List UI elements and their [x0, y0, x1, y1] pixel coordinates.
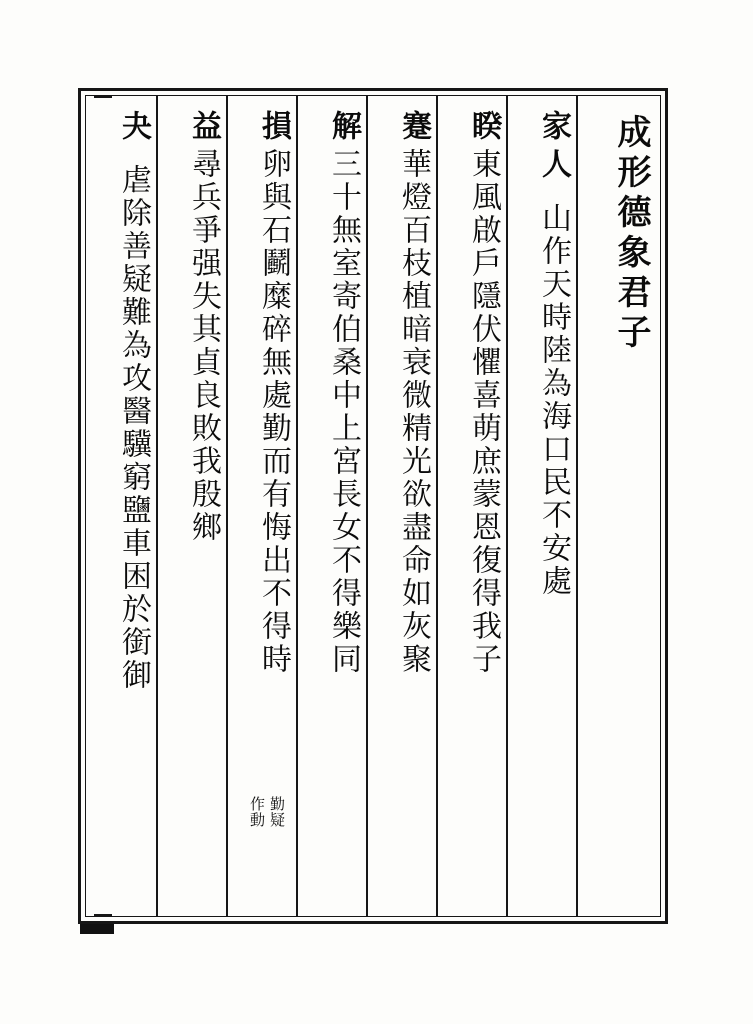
hexagram-head-sun: 損: [256, 110, 291, 148]
text-frame-inner-rule: [85, 95, 661, 917]
column-yi: [186, 110, 221, 544]
column-jiaren: [536, 110, 571, 598]
hexagram-text-guai: 虐除善疑難為攻醫驥窮鹽車困於銜御: [116, 164, 151, 692]
hexagram-head-kui: 睽: [466, 110, 501, 148]
column-rule: [506, 96, 508, 916]
column-kui: [466, 110, 501, 676]
gloss-text-2: 作動: [248, 796, 266, 828]
hexagram-text-jie: 三十無室寄伯桑中上宮長女不得樂同: [326, 148, 361, 676]
column-rule: [156, 96, 158, 916]
frame-tick-bottom: [94, 914, 112, 917]
gloss-text-1: 勤疑: [268, 796, 286, 828]
column-title-text: 成形德象君子: [611, 114, 651, 354]
hexagram-text-kui: 東風啟戶隱伏懼喜萌庶蒙恩復得我子: [466, 148, 501, 676]
column-rule: [436, 96, 438, 916]
hexagram-text-jiaren: 山作天時陸為海口民不安處: [536, 202, 571, 598]
column-rule: [296, 96, 298, 916]
hexagram-head-yi: 益: [186, 110, 221, 148]
frame-tick-top: [94, 95, 112, 98]
column-rule: [366, 96, 368, 916]
column-title: [611, 114, 651, 354]
column-rule: [226, 96, 228, 916]
column-jian: [396, 110, 431, 676]
hexagram-text-sun: 卵與石鬬糜碎無處勤而有悔出不得時: [256, 148, 291, 676]
gloss-sun-right: [268, 796, 284, 828]
hexagram-text-yi: 尋兵爭强失其貞良敗我殷鄉: [186, 148, 221, 544]
hexagram-head-jie: 解: [326, 110, 361, 148]
text-frame: [78, 88, 668, 924]
gloss-sun-left: [248, 796, 264, 828]
hexagram-head-jian: 蹇: [396, 110, 431, 148]
column-jie: [326, 110, 361, 676]
column-rule: [576, 96, 578, 916]
hexagram-head-jiaren: 家人: [536, 110, 571, 186]
hexagram-head-guai: 夬: [116, 110, 151, 148]
column-sun: [256, 110, 291, 676]
column-guai: [116, 110, 151, 692]
hexagram-text-jian: 華燈百枝植暗衰微精光欲盡命如灰聚: [396, 148, 431, 676]
